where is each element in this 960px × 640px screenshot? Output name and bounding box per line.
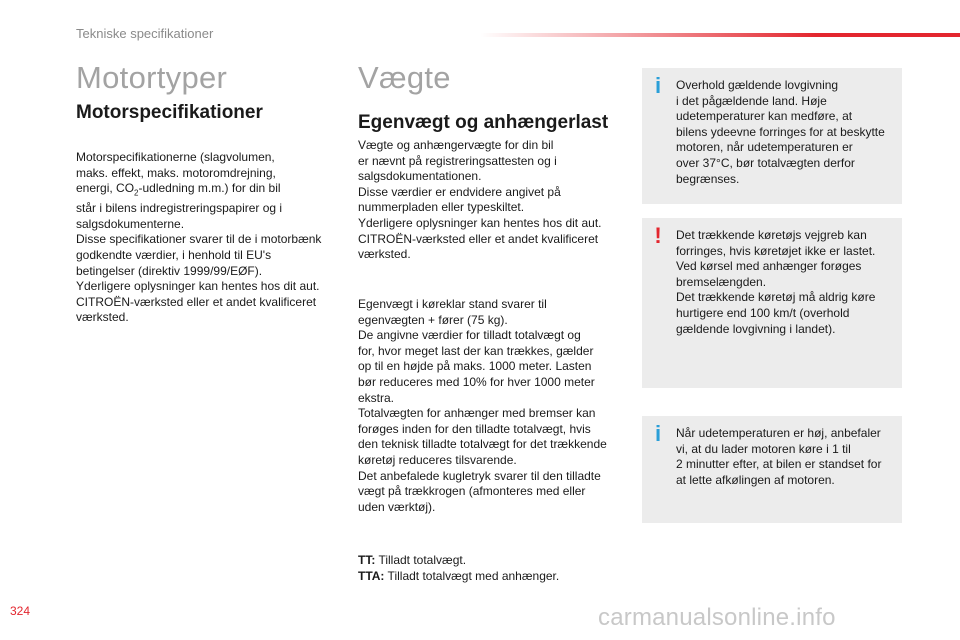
watermark: carmanualsonline.info <box>598 604 836 631</box>
warning-icon: ! <box>654 223 662 248</box>
note-box-engine-cooling <box>642 416 902 523</box>
engine-spec-text-a: Motorspecifikationerne (slagvolumen, maks. effekt, maks. motoromdrejning, energi, CO <box>76 150 276 196</box>
tta-label: TTA: <box>358 568 385 583</box>
note-box-towing-warning <box>642 218 902 388</box>
tt-text: Tilladt totalvægt. <box>375 553 467 567</box>
abbreviations <box>358 553 628 584</box>
weights-paragraph-1: Vægte og anhængervægte for din bil er nævnt på registreringsattesten og i salgsdokumentationen. Disse værdier er endvidere angivet på nummerpladen eller typeskiltet. Yderligere oplysninger kan hentes hos dit aut. CITROËN-værksted eller et andet kvalificeret værksted. <box>358 138 602 262</box>
page-number: 324 <box>10 604 31 618</box>
engine-spec-paragraph <box>76 150 338 326</box>
middle-title: Vægte <box>358 60 451 95</box>
middle-subtitle: Egenvægt og anhængerlast <box>358 112 609 133</box>
note-text: Overhold gældende lovgivning i det pågældende land. Høje udetemperaturer kan medføre, at bilens ydeevne forringes for at beskytte motoren, når udetemperaturen er over 37°C, bør totalvægten derfor begrænses. <box>676 78 885 186</box>
section-header: Tekniske specifikationer <box>76 26 214 41</box>
header-accent-line <box>480 33 960 37</box>
weights-paragraph-2: Egenvægt i køreklar stand svarer til egenvægten + fører (75 kg). De angivne værdier for tilladt totalvægt og for, hvor meget last der kan trækkes, gælder op til en højde på maks. 1000 meter. Lasten bør reduceres med 10% for hver 1000 meter ekstra. Totalvægten for anhænger med bremser kan forøges inden for den tilladte totalvægt, hvis den teknisk tilladte totalvægt for det trækkende køretøj reduceres tilsvarende. Det anbefalede kugletryk svarer til den tilladte vægt på trækkrogen (afmonteres med eller uden værktøj). <box>358 297 607 514</box>
note-box-temperature <box>642 68 902 204</box>
left-title: Motortyper <box>76 60 228 95</box>
left-subtitle: Motorspecifikationer <box>76 102 263 123</box>
info-icon: i <box>654 421 662 446</box>
co2-subscript: 2 <box>134 188 139 198</box>
tta-text: Tilladt totalvægt med anhænger. <box>384 568 560 583</box>
tt-label: TT: <box>358 553 376 567</box>
note-text: Det trækkende køretøjs vejgreb kan forringes, hvis køretøjet ikke er lastet. Ved kørsel med anhænger forøges bremselængden. Det trækkende køretøj må aldrig køre hurtigere end 100 km/t (overhold gældende lovgivning i landet). <box>676 228 876 336</box>
info-icon: i <box>654 73 662 98</box>
engine-spec-text-b: -udledning m.m.) for din bil står i bilens indregistreringspapirer og i salgsdokumenterne. Disse specifikationer svarer til de i motorbænk godkendte værdier, i henhold til EU's betingelser (direktiv 1999/99/EØF). Yderligere oplysninger kan hentes hos dit aut. CITROËN-værksted eller et andet kvalificeret værksted. <box>76 181 322 325</box>
note-text: Når udetemperaturen er høj, anbefaler vi, at du lader motoren køre i 1 til 2 minutter efter, at bilen er standset for at lette afkølingen af motoren. <box>676 426 882 487</box>
